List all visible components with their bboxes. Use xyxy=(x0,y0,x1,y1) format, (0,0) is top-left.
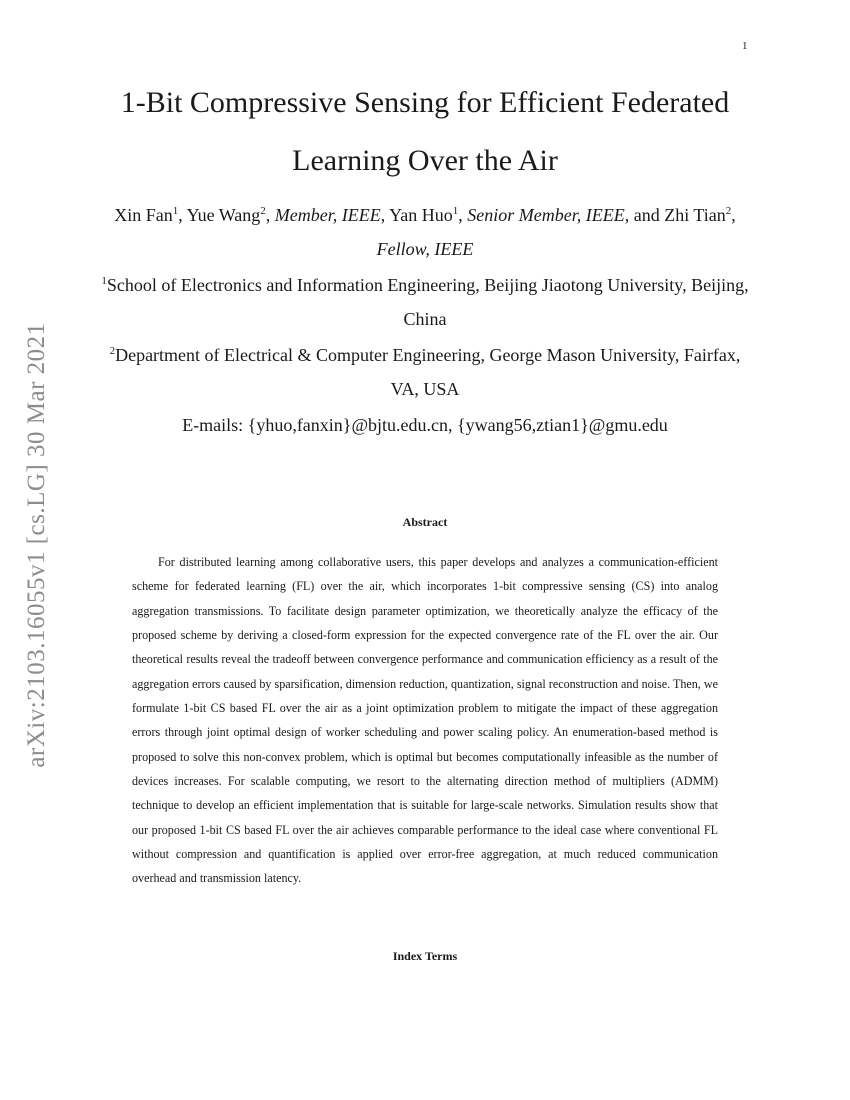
affiliation-2 xyxy=(95,338,755,406)
author-affiliation-mark: 2 xyxy=(725,205,732,217)
author-name: Yan Huo xyxy=(389,205,453,225)
abstract-heading: Abstract xyxy=(402,515,448,529)
index-terms-heading: Index Terms xyxy=(392,949,458,963)
author-name: Zhi Tian xyxy=(664,205,726,225)
affiliation-mark: 2 xyxy=(109,345,116,357)
affiliation-mark: 1 xyxy=(101,275,107,287)
author-conjunction: and xyxy=(633,205,660,225)
arxiv-stamp: arXiv:2103.16055v1 [cs.LG] 30 Mar 2021 xyxy=(23,322,50,768)
author-list: Xin Fan$^1$, Yue Wang$^2$, Member, IEEE, Yan Huo$^1$, Senior Member, IEEE, and Zhi Tian$^2$, Fellow, IEEE xyxy=(114,205,736,259)
affiliation-text: Department of Electrical & Computer Engineering, George Mason University, Fairfax, VA, USA xyxy=(115,345,741,399)
abstract-body: For distributed learning among collaborative users, this paper develops and analyzes a communication-efficient scheme for federated learning (FL) over the air, which incorporates 1-bit compressive sensing (CS) into analog aggregation transmissions. To facilitate design parameter optimization, we theoretically analyze the efficacy of the proposed scheme by deriving a closed-form expression for the expected convergence rate of the FL over the air. Our theoretical results reveal the tradeoff between convergence performance and communication efficiency as a result of the aggregation errors caused by sparsification, dimension reduction, quantization, signal reconstruction and noise. Then, we formulate 1-bit CS based FL over the air as a joint optimization problem to mitigate the impact of these aggregation errors through joint optimal design of worker scheduling and power scaling policy. An enumeration-based method is proposed to solve this non-convex problem, which is optimal but becomes computationally infeasible as the number of devices increases. For scalable computing, we resort to the alternating direction method of multipliers (ADMM) technique to develop an efficient implementation that is suitable for large-scale networks. Simulation results show that our proposed 1-bit CS based FL over the air achieves comparable performance to the ideal case where conventional FL without compression and quantification is applied over error-free aggregation, at much reduced communication overhead and transmission latency. xyxy=(132,555,718,886)
affiliation-text: School of Electronics and Information Engineering, Beijing Jiaotong University, Beijing, China xyxy=(106,275,749,329)
author-name: Xin Fan xyxy=(114,205,173,225)
author-affiliation-mark: 1 xyxy=(172,205,179,217)
author-role: Senior Member, IEEE xyxy=(467,205,625,225)
paper-title: 1-Bit Compressive Sensing for Efficient Federated Learning Over the Air xyxy=(120,86,730,177)
author-affiliation-mark: 1 xyxy=(452,205,459,217)
affiliation-1 xyxy=(95,268,755,336)
author-name: Yue Wang xyxy=(186,205,261,225)
author-role: Fellow, IEEE xyxy=(376,239,474,259)
author-role: Member, IEEE xyxy=(274,205,381,225)
page-number: 1 xyxy=(742,40,748,52)
contact-emails: E-mails: {yhuo,fanxin}@bjtu.edu.cn, {ywang56,ztian1}@gmu.edu xyxy=(182,415,668,435)
author-affiliation-mark: 2 xyxy=(260,205,266,217)
